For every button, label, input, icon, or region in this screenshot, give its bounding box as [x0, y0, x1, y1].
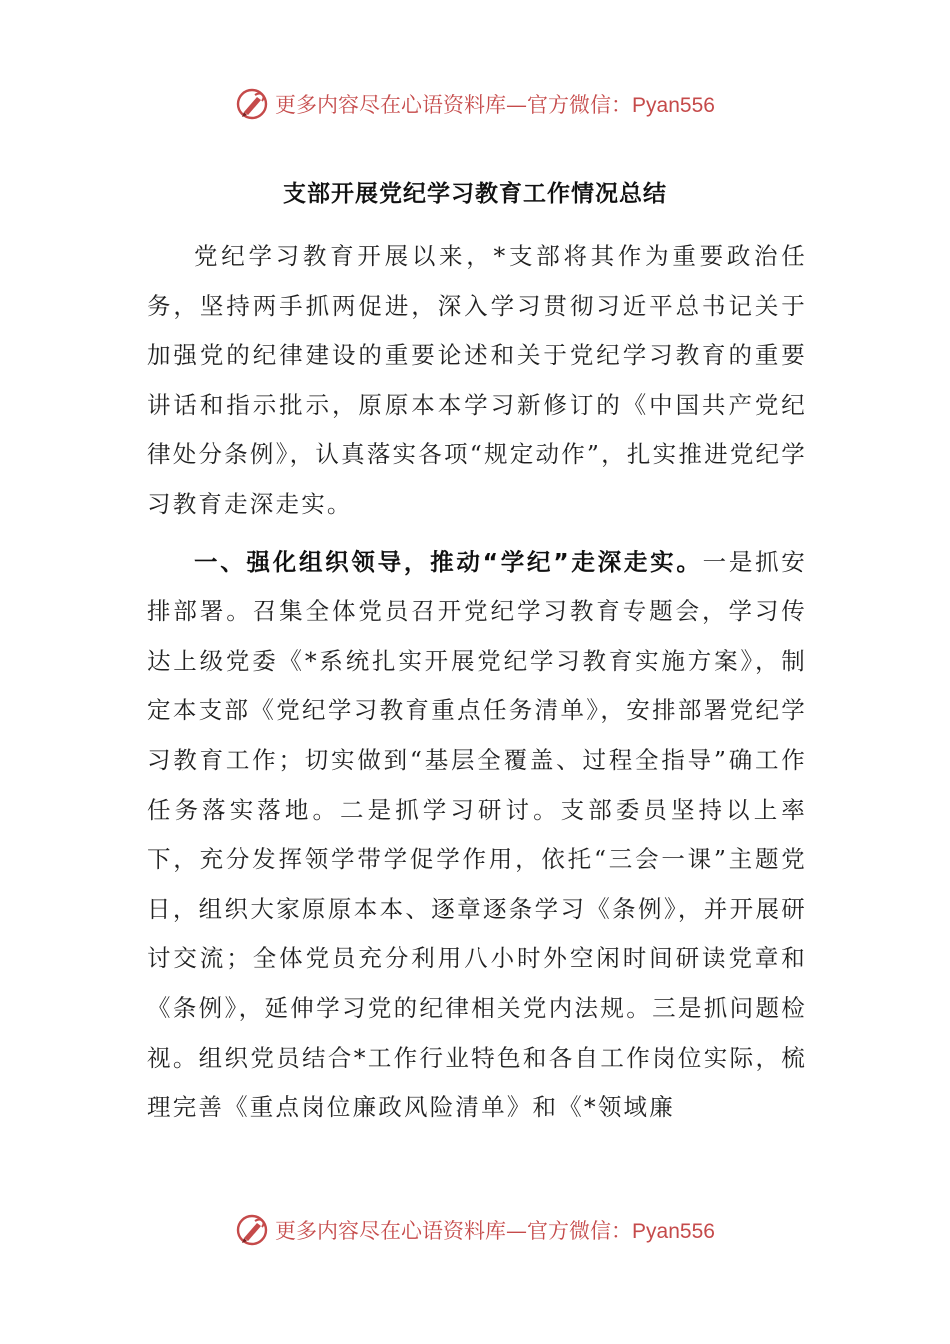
pen-logo-icon	[235, 87, 269, 121]
section-1-text: 一是抓安排部署。召集全体党员召开党纪学习教育专题会，学习传达上级党委《*系统扎实开展党纪学习教育实施方案》，制定本支部《党纪学习教育重点任务清单》，安排部署党纪学习教育工作；切实做到“基层全覆盖、过程全指导”确工作任务落实落地。二是抓学习研讨。支部委员坚持以上率下，充分发挥领学带学促学作用，依托“三会一课”主题党日，组织大家原原本本、逐章逐条学习《条例》，并开展研讨交流；全体党员充分利用八小时外空闲时间研读党章和《条例》，延伸学习党的纪律相关党内法规。三是抓问题检视。组织党员结合*工作行业特色和各自工作岗位实际，梳理完善《重点岗位廉政风险清单》和《*领域廉	[147, 547, 807, 1122]
watermark-text-cn: 更多内容尽在心语资料库—官方微信：	[275, 1219, 633, 1243]
paragraph-section-1	[147, 538, 807, 1133]
watermark-text-cn: 更多内容尽在心语资料库—官方微信：	[275, 93, 633, 117]
pen-logo-icon	[235, 1213, 269, 1247]
section-1-heading: 一、强化组织领导，推动“学纪”走深走实。	[194, 547, 703, 576]
watermark-wechat-id: Pyan556	[632, 1220, 715, 1243]
watermark-text	[275, 89, 715, 119]
document-title: 支部开展党纪学习教育工作情况总结	[283, 181, 667, 207]
watermark-wechat-id: Pyan556	[632, 94, 715, 117]
watermark-banner-bottom	[0, 1208, 950, 1252]
watermark-banner-top	[0, 82, 950, 126]
watermark-text	[275, 1215, 715, 1245]
paragraph-intro: 党纪学习教育开展以来，*支部将其作为重要政治任务，坚持两手抓两促进，深入学习贯彻习近平总书记关于加强党的纪律建设的重要论述和关于党纪学习教育的重要讲话和指示批示，原原本本学习新修订的《中国共产党纪律处分条例》，认真落实各项“规定动作”，扎实推进党纪学习教育走深走实。	[147, 242, 807, 518]
document-body	[147, 232, 807, 1133]
